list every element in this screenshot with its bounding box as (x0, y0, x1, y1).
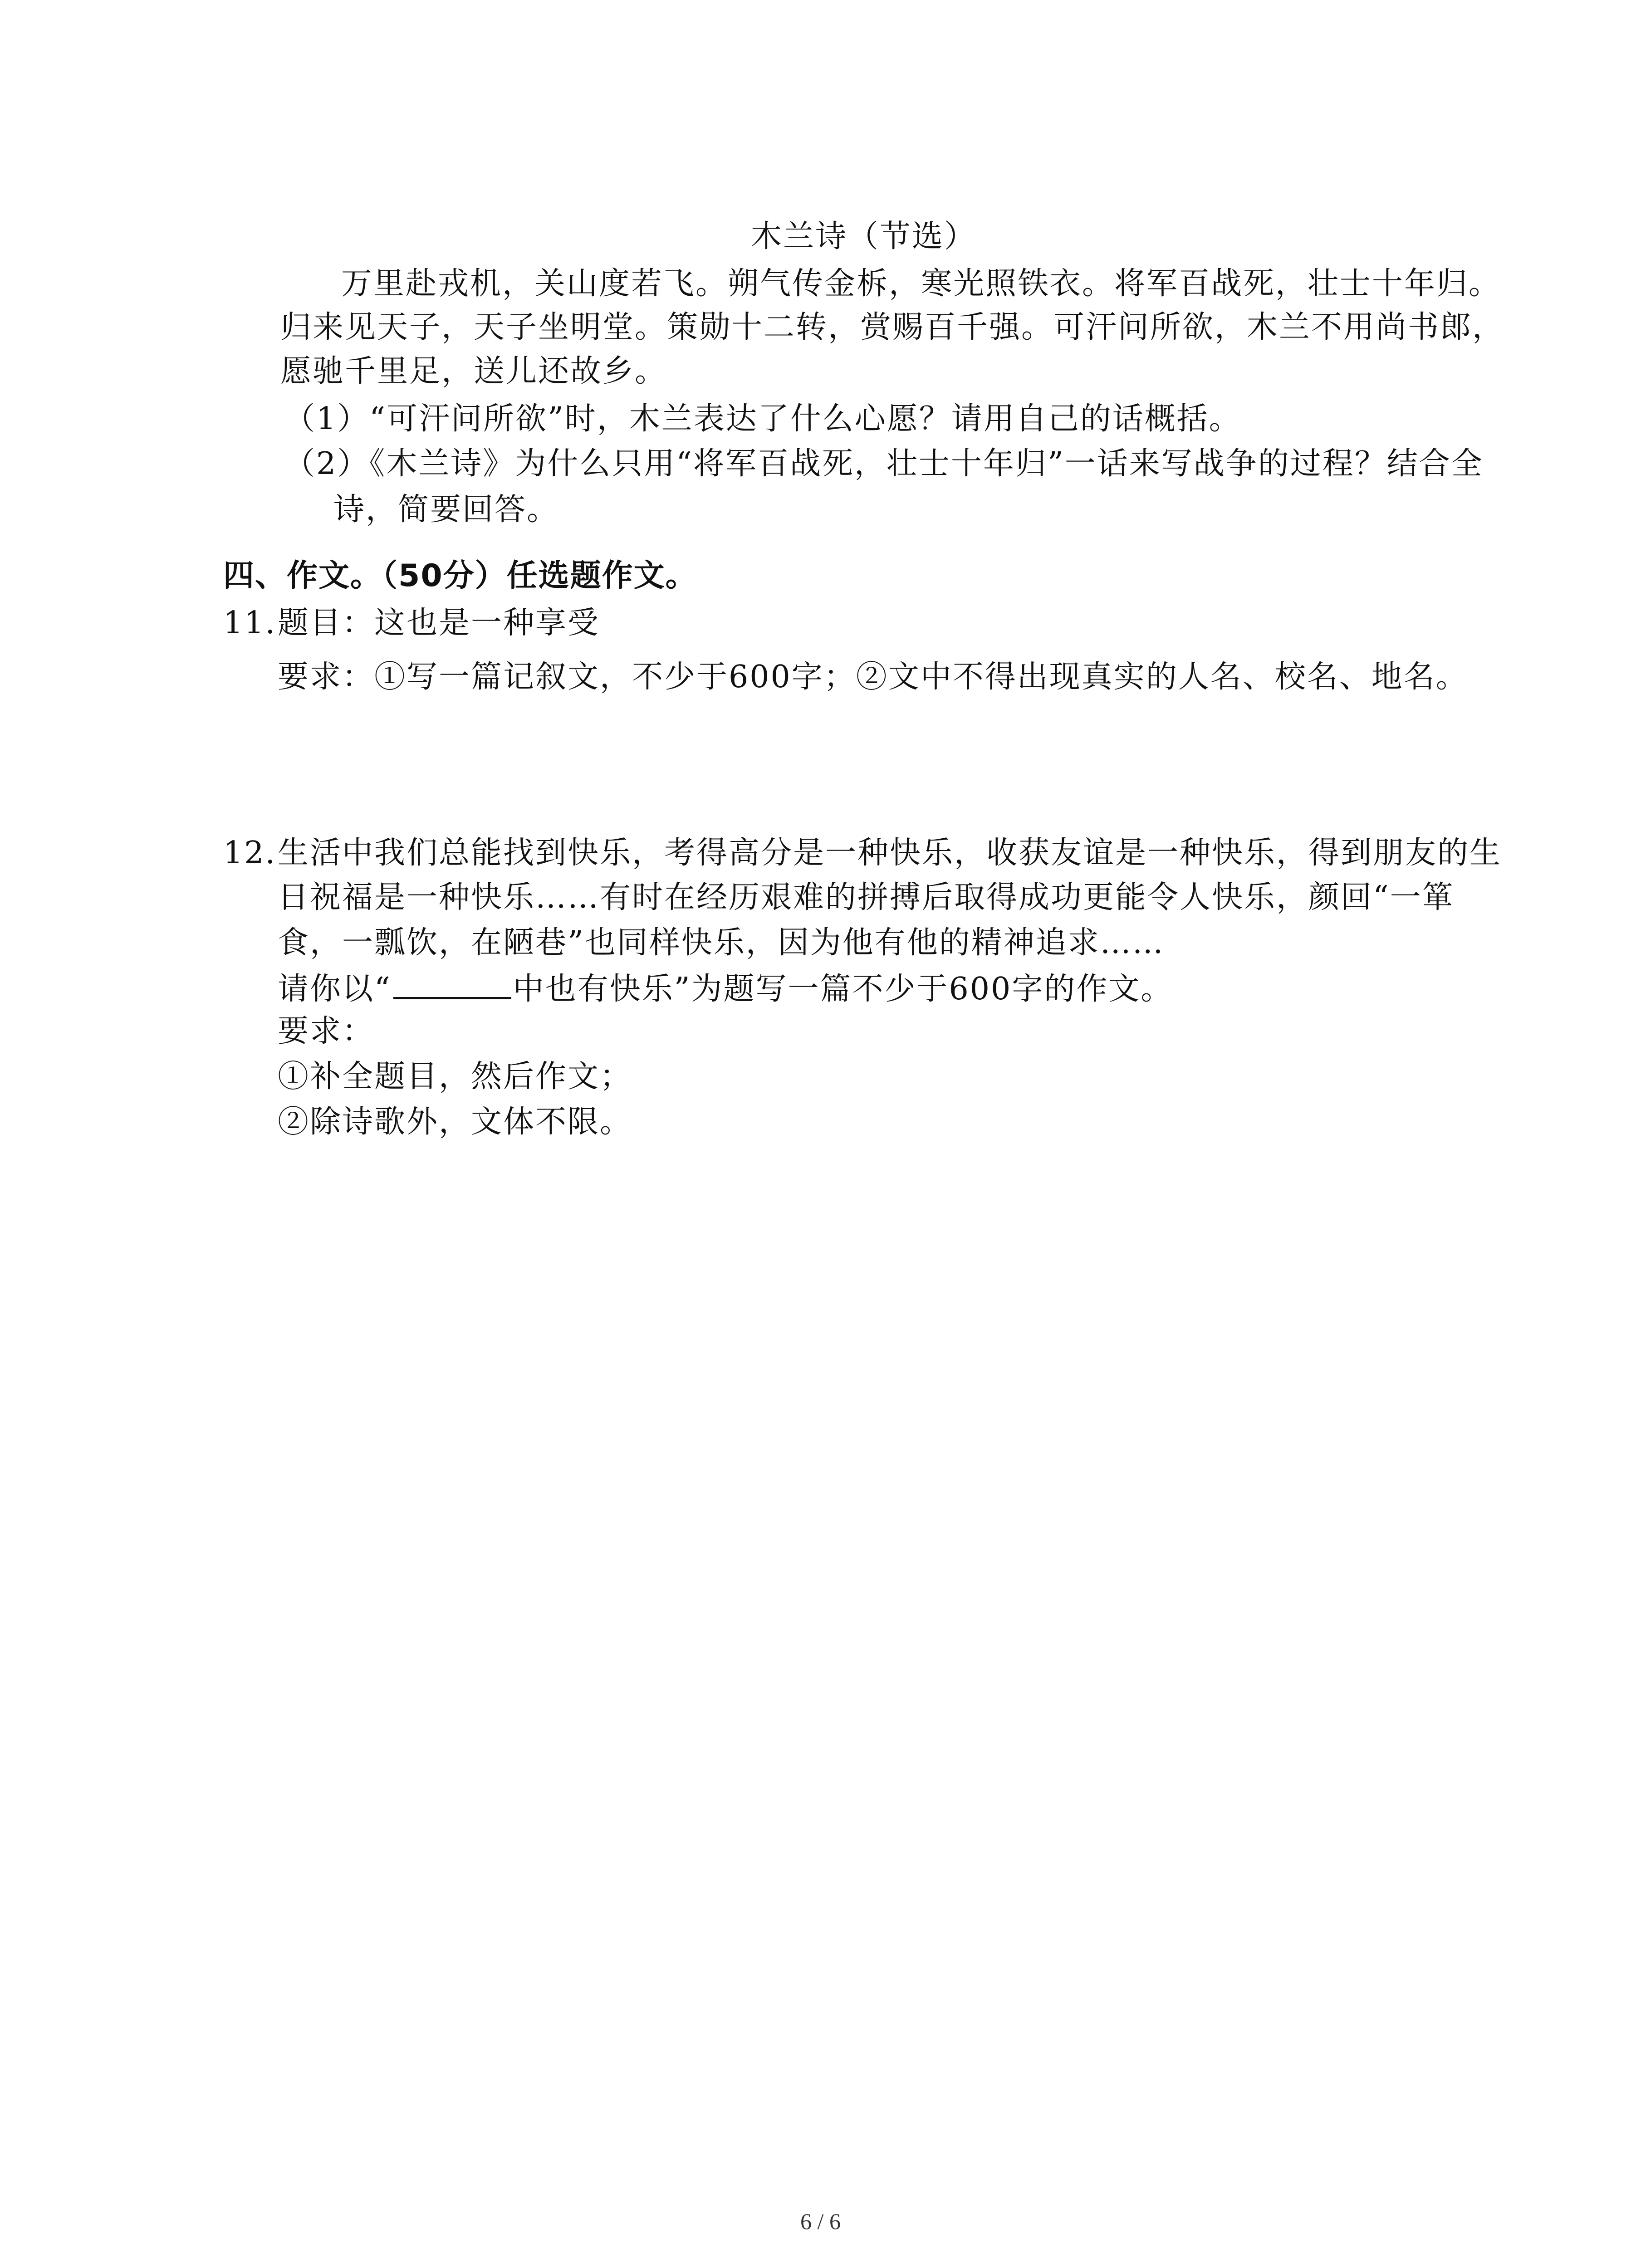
q12-requirement-2: ②除诗歌外，文体不限。 (278, 1104, 632, 1140)
q11-requirement: 要求：①写一篇记叙文，不少于600字；②文中不得出现真实的人名、校名、地名。 (278, 659, 1468, 695)
q12-line-3: 食，一瓢饮，在陋巷”也同样快乐，因为他有他的精神追求…… (278, 925, 1165, 961)
q12-line-1: 生活中我们总能找到快乐，考得高分是一种快乐，收获友谊是一种快乐，得到朋友的生 (278, 835, 1502, 871)
page-number: 6 / 6 (800, 2209, 841, 2234)
q12-prompt-before: 请你以“ (278, 971, 392, 1007)
q12-prompt-after: 中也有快乐”为题写一篇不少于600字的作文。 (513, 971, 1173, 1007)
poem-question-2-cont: 诗，简要回答。 (333, 492, 559, 528)
q12-requirement-heading: 要求： (278, 1013, 375, 1049)
poem-line-3: 愿驰千里足，送儿还故乡。 (280, 353, 667, 389)
poem-line-1: 万里赴戎机，关山度若飞。朔气传金柝，寒光照铁衣。将军百战死，壮士十年归。 (341, 266, 1501, 302)
q12-title-blank (393, 971, 511, 999)
poem-question-2: （2）《木兰诗》为什么只用“将军百战死，壮士十年归”一话来写战争的过程？结合全 (284, 446, 1484, 482)
q11-number: 11. (223, 605, 277, 641)
q12-prompt (278, 971, 1173, 1005)
section-4-heading: 四、作文。（50分）任选题作文。 (223, 558, 697, 594)
q12-requirement-1: ①补全题目，然后作文； (278, 1059, 632, 1095)
poem-line-2: 归来见天子，天子坐明堂。策勋十二转，赏赐百千强。可汗问所欲，木兰不用尚书郎， (280, 309, 1505, 345)
poem-question-1: （1）“可汗问所欲”时，木兰表达了什么心愿？请用自己的话概括。 (284, 401, 1241, 437)
q11-title: 题目：这也是一种享受 (278, 605, 600, 641)
poem-title: 木兰诗（节选） (751, 219, 977, 254)
q12-line-2: 日祝福是一种快乐……有时在经历艰难的拼搏后取得成功更能令人快乐，颜回“一箪 (278, 880, 1455, 915)
q12-number: 12. (223, 835, 277, 871)
